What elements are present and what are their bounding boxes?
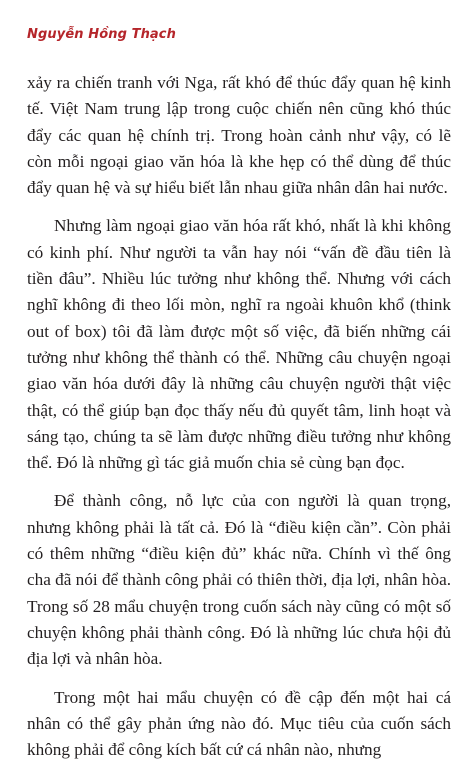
paragraph-3: Để thành công, nỗ lực của con người là quan trọng, nhưng không phải là tất cả. Đó là “điều kiện cần”. Còn phải có thêm những “điều kiện đủ” khác nữa. Chính vì thế ông cha đã nói để thành công phải có thiên thời, địa lợi, nhân hòa. Trong số 28 mẩu chuyện trong cuốn sách này cũng có một số chuyện không phải thành công. Đó là những lúc chưa hội đủ địa lợi và nhân hòa. — [27, 491, 451, 669]
running-header-author: Nguyễn Hồng Thạch — [27, 27, 176, 42]
body-text — [27, 70, 451, 763]
paragraph-1: xảy ra chiến tranh với Nga, rất khó để thúc đẩy quan hệ kinh tế. Việt Nam trung lập trong cuộc chiến nên cũng khó thúc đẩy các quan hệ chính trị. Trong hoàn cảnh như vậy, có lẽ còn mỗi ngoại giao văn hóa là khe hẹp có thể dùng để thúc đẩy quan hệ và sự hiểu biết lẫn nhau giữa nhân dân hai nước. — [27, 73, 451, 198]
paragraph-4: Trong một hai mẩu chuyện có đề cập đến một hai cá nhân có thể gây phản ứng nào đó. Mục tiêu của cuốn sách không phải để công kích bất cứ cá nhân nào, nhưng — [27, 687, 451, 760]
paragraph-2: Nhưng làm ngoại giao văn hóa rất khó, nhất là khi không có kinh phí. Như người ta vẫn hay nói “vấn đề đầu tiên là tiền đâu”. Nhiều lúc tưởng như không thể. Nhưng với cách nghĩ không đi theo lối mòn, nghĩ ra ngoài khuôn khổ (think out of box) tôi đã làm được một số việc, đã biến những cái tưởng như không thể thành có thể. Những câu chuyện ngoại giao văn hóa dưới đây là những câu chuyện người thật việc thật, có thể giúp bạn đọc thấy nếu đủ quyết tâm, linh hoạt và sáng tạo, chúng ta sẽ làm được những điều tưởng như không thể. Đó là những gì tác giả muốn chia sẻ cùng bạn đọc. — [27, 216, 451, 473]
